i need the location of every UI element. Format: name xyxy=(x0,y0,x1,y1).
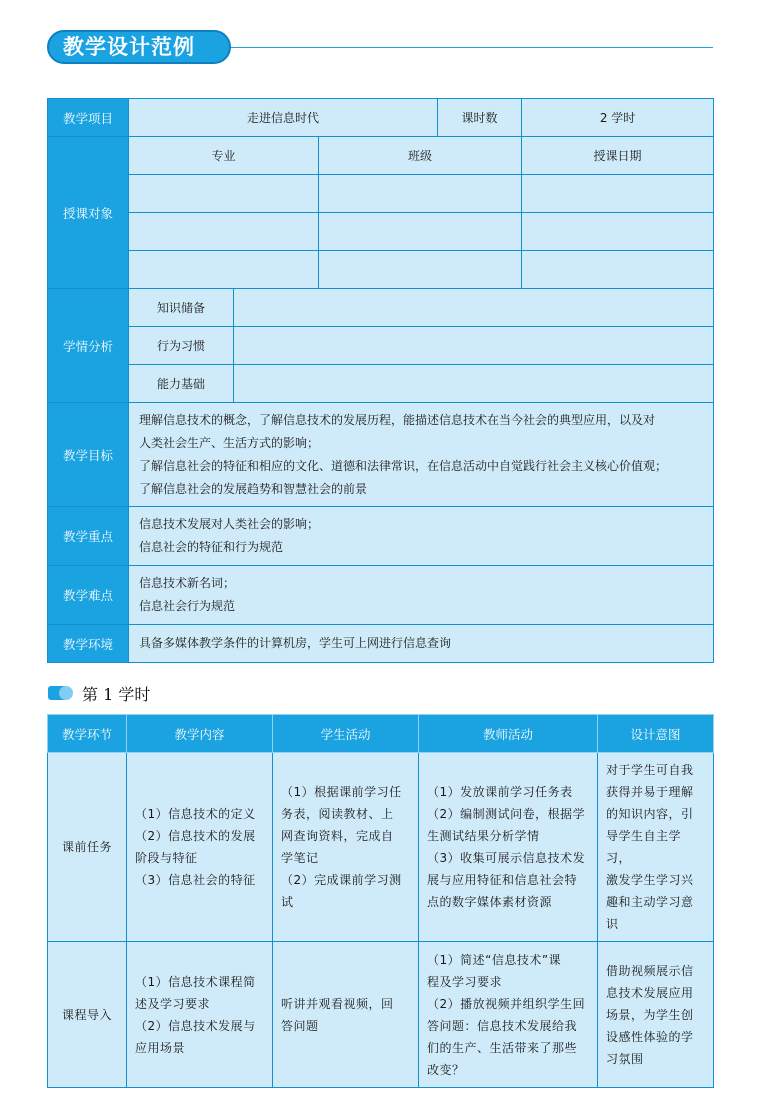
content-line: （2）信息技术的发展 xyxy=(135,829,256,843)
teacher-line: 程及学习要求 xyxy=(427,974,503,989)
table-row xyxy=(48,942,714,1088)
intent-cell xyxy=(598,942,714,1088)
teacher-line: （3）收集可展示信息技术发 xyxy=(427,851,586,865)
teacher-line: 们的生产、生活带来了那些 xyxy=(427,1040,578,1055)
content-line: （1）信息技术课程简 xyxy=(135,974,256,989)
goal-text xyxy=(129,403,714,507)
content-line: （2）信息技术发展与 xyxy=(135,1018,256,1033)
goal-label: 教学目标 xyxy=(48,403,129,507)
hours-value: 2 学时 xyxy=(522,99,714,137)
audience-cell[interactable] xyxy=(319,175,522,213)
col-header-teacher: 教师活动 xyxy=(419,715,598,753)
course-info-table xyxy=(47,98,714,663)
page-title: 教学设计范例 xyxy=(47,30,231,64)
section-heading xyxy=(48,682,150,704)
audience-cell[interactable] xyxy=(319,251,522,289)
col-header-stage: 教学环节 xyxy=(48,715,127,753)
col-header-student: 学生活动 xyxy=(273,715,419,753)
section-bullet-icon xyxy=(48,686,74,700)
teacher-line: （2）编制测试问卷，根据学 xyxy=(427,807,586,821)
intent-line: 场景，为学生创 xyxy=(606,1007,694,1022)
key-line: 信息社会的特征和行为规范 xyxy=(139,540,284,554)
teacher-cell xyxy=(419,942,598,1088)
key-line: 信息技术发展对人类社会的影响； xyxy=(139,517,320,531)
page-header xyxy=(47,30,713,68)
hours-label: 课时数 xyxy=(438,99,522,137)
section-title: 第 1 学时 xyxy=(82,684,151,704)
intent-line: 设感性体验的学 xyxy=(606,1029,694,1044)
intent-line: 借助视频展示信 xyxy=(606,963,694,978)
intent-cell xyxy=(598,753,714,942)
student-cell xyxy=(273,753,419,942)
audience-cell[interactable] xyxy=(129,251,319,289)
intent-line: 对于学生可自我 xyxy=(606,763,694,777)
teacher-line: 答问题：信息技术发展给我 xyxy=(427,1018,578,1033)
audience-cell[interactable] xyxy=(522,175,714,213)
content-line: 阶段与特征 xyxy=(135,851,198,865)
col-header-intent: 设计意图 xyxy=(598,715,714,753)
teacher-line: （2）播放视频并组织学生回 xyxy=(427,996,586,1011)
analysis-value[interactable] xyxy=(234,327,714,365)
project-value: 走进信息时代 xyxy=(129,99,438,137)
audience-label: 授课对象 xyxy=(48,137,129,289)
key-text xyxy=(129,507,714,566)
teacher-line: 点的数字媒体素材资源 xyxy=(427,895,553,909)
analysis-item-knowledge: 知识储备 xyxy=(129,289,234,327)
student-line: （2）完成课前学习测 xyxy=(281,873,402,887)
intent-line: 获得并易于理解 xyxy=(606,785,694,799)
audience-cell[interactable] xyxy=(522,251,714,289)
difficulty-label: 教学难点 xyxy=(48,566,129,625)
teacher-line: 生测试结果分析学情 xyxy=(427,829,540,843)
content-line: 应用场景 xyxy=(135,1040,186,1055)
intent-line: 导学生自主学习， xyxy=(606,829,682,865)
student-line: 学笔记 xyxy=(281,851,319,865)
intent-line: 的知识内容，引 xyxy=(606,807,694,821)
audience-cell[interactable] xyxy=(129,213,319,251)
audience-cell[interactable] xyxy=(522,213,714,251)
student-line: 试 xyxy=(281,895,294,909)
goal-line: 理解信息技术的概念，了解信息技术的发展历程，能描述信息技术在当今社会的典型应用，以及对 xyxy=(139,412,656,427)
teacher-line: 展与应用特征和信息社会特 xyxy=(427,873,578,887)
student-line: 听讲并观看视频，回 xyxy=(281,996,394,1011)
goal-line: 了解信息社会的特征和相应的文化、道德和法律常识，在信息活动中自觉践行社会主义核心价值观； xyxy=(139,458,668,473)
analysis-value[interactable] xyxy=(234,365,714,403)
col-header-content: 教学内容 xyxy=(127,715,273,753)
analysis-item-ability: 能力基础 xyxy=(129,365,234,403)
analysis-item-behavior: 行为习惯 xyxy=(129,327,234,365)
content-cell xyxy=(127,942,273,1088)
audience-cell[interactable] xyxy=(319,213,522,251)
intent-line: 趣和主动学习意 xyxy=(606,895,694,909)
key-label: 教学重点 xyxy=(48,507,129,566)
project-label: 教学项目 xyxy=(48,99,129,137)
student-line: （1）根据课前学习任 xyxy=(281,785,402,799)
teacher-line: 改变？ xyxy=(427,1062,465,1077)
table-row xyxy=(48,753,714,942)
teacher-cell xyxy=(419,753,598,942)
goal-line: 了解信息社会的发展趋势和智慧社会的前景 xyxy=(139,481,368,496)
intent-line: 息技术发展应用 xyxy=(606,985,694,1000)
audience-header-major: 专业 xyxy=(129,137,319,175)
difficulty-line: 信息技术新名词； xyxy=(139,576,236,590)
lesson-plan-table xyxy=(47,714,714,1088)
content-line: （3）信息社会的特征 xyxy=(135,873,256,887)
analysis-value[interactable] xyxy=(234,289,714,327)
student-cell xyxy=(273,942,419,1088)
student-line: 网查询资料，完成自 xyxy=(281,829,394,843)
goal-line: 人类社会生产、生活方式的影响； xyxy=(139,435,320,450)
content-line: （1）信息技术的定义 xyxy=(135,807,256,821)
difficulty-line: 信息社会行为规范 xyxy=(139,599,236,613)
teacher-line: （1）简述“信息技术”课 xyxy=(427,952,562,967)
audience-cell[interactable] xyxy=(129,175,319,213)
audience-header-class: 班级 xyxy=(319,137,522,175)
stage-cell: 课程导入 xyxy=(48,942,127,1088)
intent-line: 激发学生学习兴 xyxy=(606,873,694,887)
env-text: 具备多媒体教学条件的计算机房，学生可上网进行信息查询 xyxy=(129,625,714,663)
analysis-label: 学情分析 xyxy=(48,289,129,403)
student-line: 务表，阅读教材、上 xyxy=(281,807,394,821)
content-cell xyxy=(127,753,273,942)
intent-line: 习氛围 xyxy=(606,1051,644,1066)
intent-line: 识 xyxy=(606,917,619,931)
stage-cell: 课前任务 xyxy=(48,753,127,942)
env-label: 教学环境 xyxy=(48,625,129,663)
student-line: 答问题 xyxy=(281,1018,319,1033)
audience-header-date: 授课日期 xyxy=(522,137,714,175)
teacher-line: （1）发放课前学习任务表 xyxy=(427,785,573,799)
header-rule xyxy=(231,47,713,48)
content-line: 述及学习要求 xyxy=(135,996,211,1011)
difficulty-text xyxy=(129,566,714,625)
